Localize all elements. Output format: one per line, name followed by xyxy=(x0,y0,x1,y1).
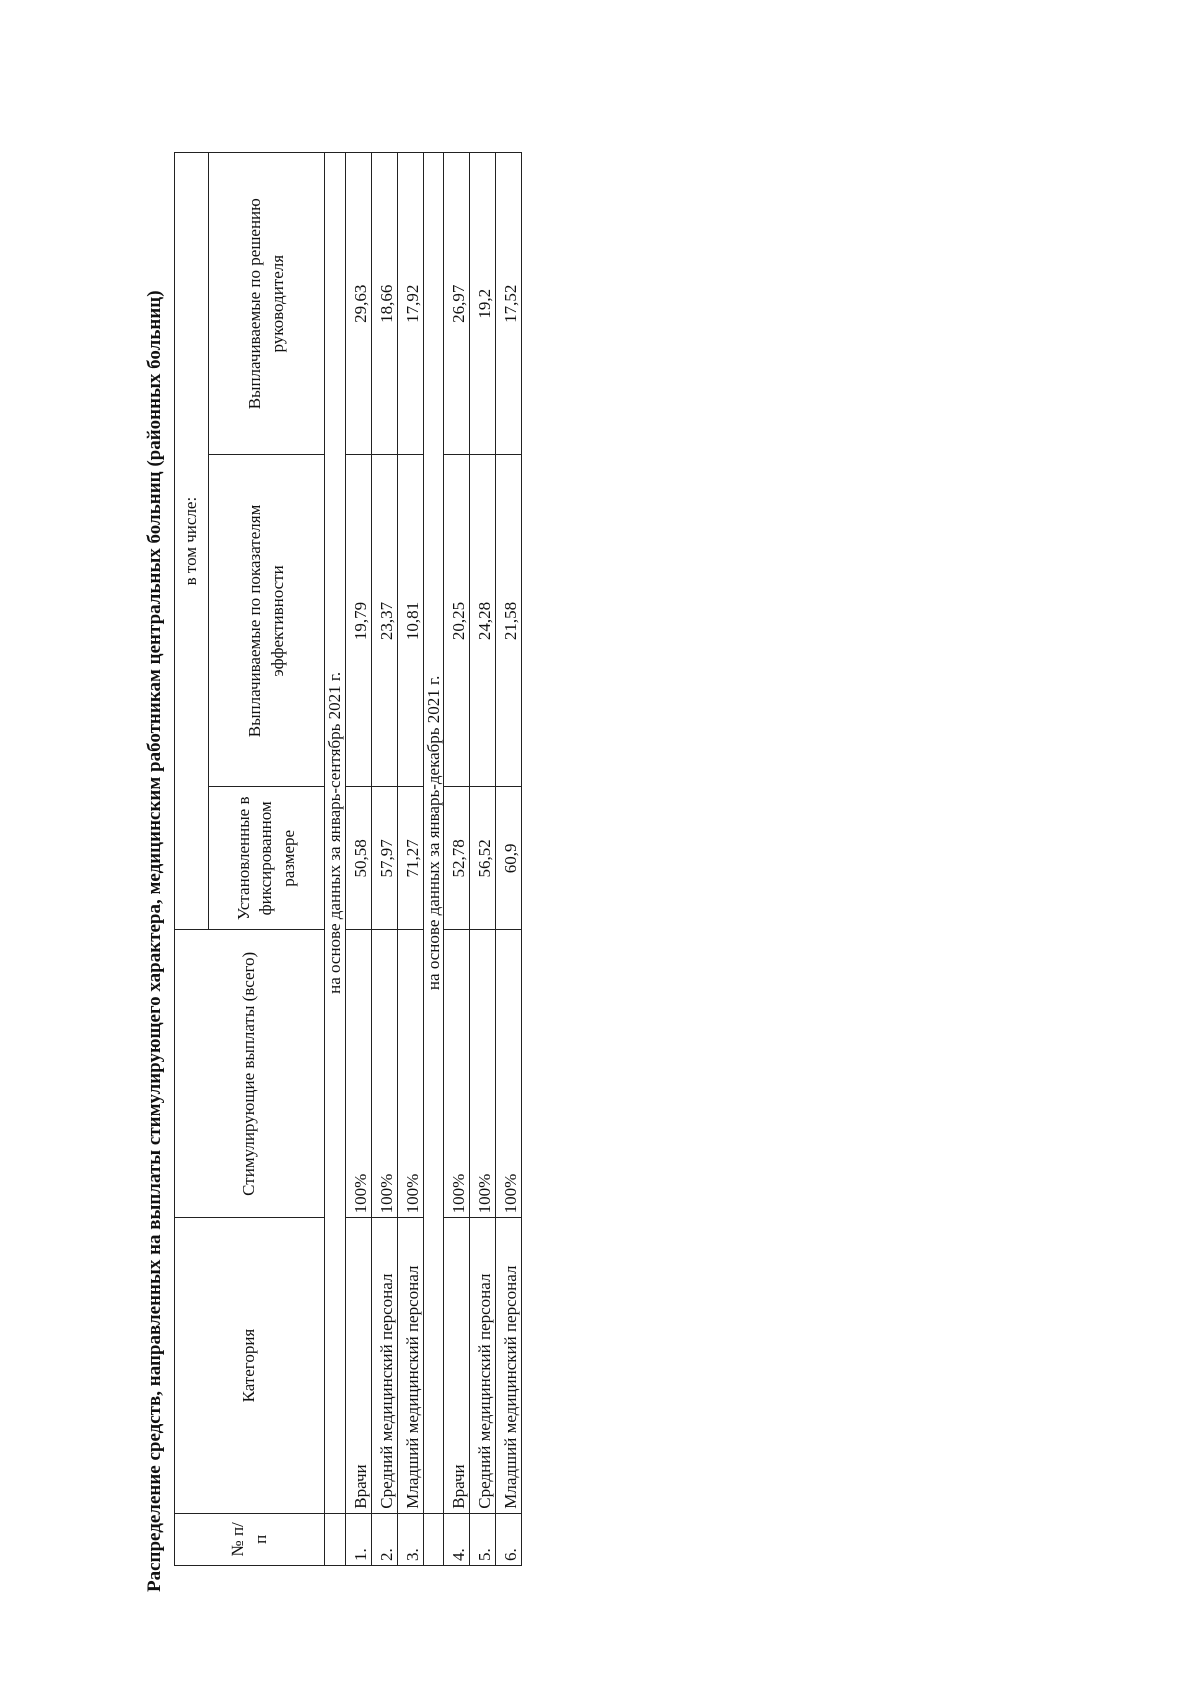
spacer-row xyxy=(423,153,444,1566)
table-row xyxy=(444,153,470,1566)
row-fixed: 71,27 xyxy=(397,787,423,930)
row-total: 100% xyxy=(371,930,397,1218)
spacer-row xyxy=(325,153,346,1566)
row-num: 1. xyxy=(345,1513,371,1565)
row-manager: 17,52 xyxy=(496,153,522,455)
row-fixed: 50,58 xyxy=(345,787,371,930)
header-including: в том числе: xyxy=(175,153,209,930)
row-manager: 19,2 xyxy=(470,153,496,455)
row-category: Младший медицинский персонал xyxy=(397,1218,423,1513)
row-total: 100% xyxy=(496,930,522,1218)
row-category: Врачи xyxy=(444,1218,470,1513)
document-title: Распределение средств, направленных на выплаты стимулирующего характера, медицинским работникам центральных больниц (районных больниц) xyxy=(144,290,165,1592)
header-efficiency: Выплачиваемые по показателям эффективности xyxy=(209,455,325,787)
header-row-1 xyxy=(175,153,209,1566)
header-category: Категория xyxy=(175,1218,325,1513)
row-category: Врачи xyxy=(345,1218,371,1513)
row-num: 6. xyxy=(496,1513,522,1565)
header-num: № п/п xyxy=(175,1513,325,1565)
row-efficiency: 20,25 xyxy=(444,455,470,787)
payments-table xyxy=(174,152,522,1566)
row-efficiency: 10,81 xyxy=(397,455,423,787)
row-total: 100% xyxy=(397,930,423,1218)
header-manager: Выплачиваемые по решению руководителя xyxy=(209,153,325,455)
row-manager: 26,97 xyxy=(444,153,470,455)
row-total: 100% xyxy=(345,930,371,1218)
table-row xyxy=(397,153,423,1566)
row-efficiency: 19,79 xyxy=(345,455,371,787)
row-num: 5. xyxy=(470,1513,496,1565)
row-manager: 18,66 xyxy=(371,153,397,455)
table-row xyxy=(496,153,522,1566)
section-label: на основе данных за январь-декабрь 2021 г. xyxy=(423,153,444,1514)
document-page xyxy=(140,152,522,1592)
table-row xyxy=(470,153,496,1566)
row-category: Средний медицинский персонал xyxy=(371,1218,397,1513)
row-num: 4. xyxy=(444,1513,470,1565)
row-efficiency: 21,58 xyxy=(496,455,522,787)
row-total: 100% xyxy=(444,930,470,1218)
header-fixed: Установленные в фиксированном размере xyxy=(209,787,325,930)
row-fixed: 57,97 xyxy=(371,787,397,930)
row-num: 2. xyxy=(371,1513,397,1565)
row-num: 3. xyxy=(397,1513,423,1565)
row-manager: 17,92 xyxy=(397,153,423,455)
row-efficiency: 23,37 xyxy=(371,455,397,787)
row-manager: 29,63 xyxy=(345,153,371,455)
row-fixed: 52,78 xyxy=(444,787,470,930)
section-label: на основе данных за январь-сентябрь 2021 г. xyxy=(325,153,346,1514)
row-fixed: 56,52 xyxy=(470,787,496,930)
table-row xyxy=(345,153,371,1566)
row-category: Младший медицинский персонал xyxy=(496,1218,522,1513)
table-row xyxy=(371,153,397,1566)
row-efficiency: 24,28 xyxy=(470,455,496,787)
header-total: Стимулирующие выплаты (всего) xyxy=(175,930,325,1218)
row-fixed: 60,9 xyxy=(496,787,522,930)
row-total: 100% xyxy=(470,930,496,1218)
row-category: Средний медицинский персонал xyxy=(470,1218,496,1513)
